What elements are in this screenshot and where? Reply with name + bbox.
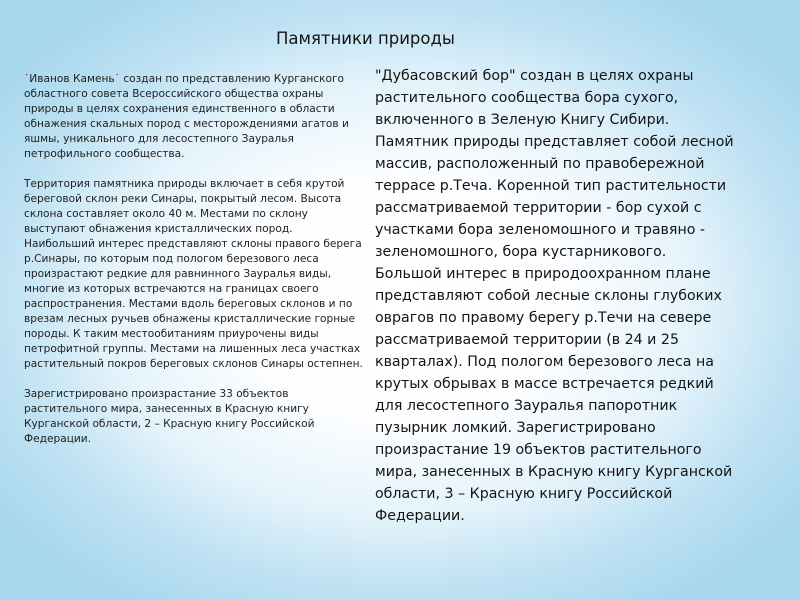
left-text-column xyxy=(24,72,364,462)
ivanov-kamen-intro-paragraph: ˙Иванов Камень˙ создан по представлению Курганского областного совета Всероссийского общества охраны природы в целях сохранения единственного в области обнажения скальных пород с месторождениями агатов и яшмы, уникального для лесостепного Зауралья петрофильного сообщества. xyxy=(24,73,349,160)
slide-title: Памятники природы xyxy=(276,29,455,48)
ivanov-kamen-territory-paragraph: Территория памятника природы включает в себя крутой береговой склон реки Синары, покрытый лесом. Высота склона составляет около 40 м. Местами по склону выступают обнажения кристаллических пород. Наибольший интерес представляют склоны правого берега р.Синары, по которым под пологом березового леса произрастают редкие для равнинного Зауралья виды, многие из которых встречаются на границах своего распространения. Местами вдоль береговых склонов и по врезам лесных ручьев обнажены кристаллические горные породы. К таким местообитаниям приурочены виды петрофитной группы. Местами на лишенных леса участках растительный покров береговых склонов Синары остепнен. xyxy=(24,178,363,370)
dubasovsky-bor-interest-paragraph: Большой интерес в природоохранном плане представляют собой лесные склоны глубоких оврагов по правому берегу р.Течи на севере рассматриваемой территории (в 24 и 25 кварталах). Под пологом березового леса на крутых обрывах в массе встречается редкий для лесостепного Зауралья папоротник пузырник ломкий. Зарегистрировано произрастание 19 объектов растительного мира, занесенных в Красную книгу Курганской области, 3 – Красную книгу Российской Федерации. xyxy=(375,266,733,524)
right-text-column xyxy=(375,65,740,527)
ivanov-kamen-registry-paragraph: Зарегистрировано произрастание 33 объектов растительного мира, занесенных в Красную книгу Курганской области, 2 – Красную книгу Российской Федерации. xyxy=(24,388,315,445)
dubasovsky-bor-intro-paragraph: "Дубасовский бор" создан в целях охраны растительного сообщества бора сухого, включенного в Зеленую Книгу Сибири. Памятник природы представляет собой лесной массив, расположенный по правобережной террасе р.Теча. Коренной тип растительности рассматриваемой территории - бор сухой с участками бора зеленомошного и травяно - зеленомошного, бора кустарникового. xyxy=(375,68,734,260)
